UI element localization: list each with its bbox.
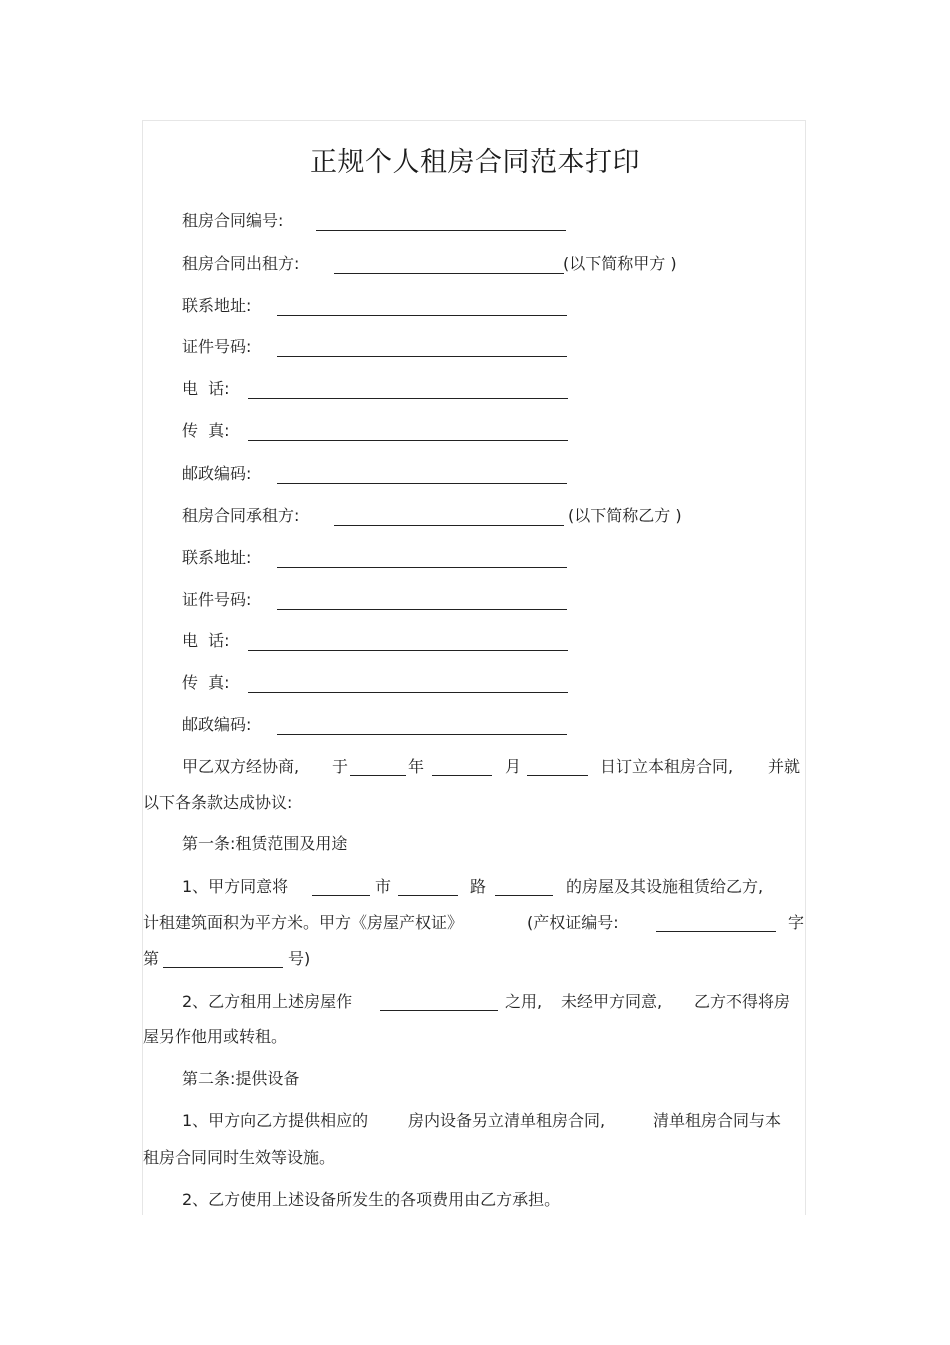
article1-heading: 第一条:租赁范围及用途 bbox=[182, 834, 348, 853]
year-blank bbox=[350, 775, 406, 776]
lessee-blank bbox=[334, 525, 564, 526]
article1-clause1-city: 市 bbox=[375, 877, 392, 896]
agreement-and: 并就 bbox=[768, 757, 801, 776]
contract-number-label: 租房合同编号: bbox=[182, 211, 284, 230]
article1-clause1-road: 路 bbox=[470, 877, 487, 896]
lessor-blank bbox=[334, 273, 564, 274]
month-blank bbox=[432, 775, 492, 776]
article1-clause2-d: 乙方不得将房 bbox=[694, 992, 791, 1011]
lessee-id-label: 证件号码: bbox=[182, 590, 252, 609]
article1-clause1-a: 1、甲方同意将 bbox=[182, 877, 289, 896]
page-frame bbox=[142, 120, 806, 1215]
lessee-fax-blank bbox=[248, 692, 568, 693]
article2-clause1-b: 房内设备另立清单租房合同, bbox=[408, 1111, 606, 1130]
agreement-yu: 于 bbox=[332, 757, 349, 776]
lessee-phone-label: 电 话: bbox=[182, 631, 230, 650]
document-title: 正规个人租房合同范本打印 bbox=[310, 147, 640, 178]
lessor-id-label: 证件号码: bbox=[182, 337, 252, 356]
article1-clause2-c: 未经甲方同意, bbox=[561, 992, 663, 1011]
road-blank bbox=[398, 895, 458, 896]
agreement-intro: 甲乙双方经协商, bbox=[182, 757, 300, 776]
lessee-note: (以下简称乙方 ) bbox=[568, 506, 682, 525]
certificate-number-blank bbox=[656, 931, 776, 932]
agreement-year: 年 bbox=[408, 757, 425, 776]
lessee-address-blank bbox=[277, 567, 567, 568]
article2-clause1-c: 清单租房合同与本 bbox=[653, 1111, 782, 1130]
article1-clause1-line2-b: (产权证编号: bbox=[527, 913, 619, 932]
lessee-fax-label: 传 真: bbox=[182, 673, 230, 692]
lessor-address-label: 联系地址: bbox=[182, 296, 252, 315]
lessor-fax-blank bbox=[248, 440, 568, 441]
usage-blank bbox=[380, 1010, 498, 1011]
article1-clause1-line3-a: 第 bbox=[143, 949, 160, 968]
article1-clause1-line2-c: 字 bbox=[788, 913, 805, 932]
lessee-address-label: 联系地址: bbox=[182, 548, 252, 567]
lessee-label: 租房合同承租方: bbox=[182, 506, 300, 525]
article2-clause1-line2: 租房合同同时生效等设施。 bbox=[143, 1148, 336, 1167]
lessor-phone-blank bbox=[248, 398, 568, 399]
lessor-note: (以下简称甲方 ) bbox=[563, 254, 677, 273]
article2-clause2: 2、乙方使用上述设备所发生的各项费用由乙方承担。 bbox=[182, 1190, 561, 1209]
article1-clause1-d: 的房屋及其设施租赁给乙方, bbox=[566, 877, 764, 896]
day-blank bbox=[527, 775, 588, 776]
agreement-day: 日订立本租房合同, bbox=[600, 757, 734, 776]
lessee-postcode-label: 邮政编码: bbox=[182, 715, 252, 734]
lessor-fax-label: 传 真: bbox=[182, 421, 230, 440]
lessor-postcode-blank bbox=[277, 483, 567, 484]
lessor-label: 租房合同出租方: bbox=[182, 254, 300, 273]
article2-heading: 第二条:提供设备 bbox=[182, 1069, 300, 1088]
lessor-phone-label: 电 话: bbox=[182, 379, 230, 398]
article1-clause2-b: 之用, bbox=[505, 992, 543, 1011]
contract-number-blank bbox=[316, 230, 566, 231]
lessee-phone-blank bbox=[248, 650, 568, 651]
number-blank bbox=[495, 895, 553, 896]
lessee-id-blank bbox=[277, 609, 567, 610]
article1-clause1-line2-a: 计租建筑面积为平方米。甲方《房屋产权证》 bbox=[143, 913, 464, 932]
lessee-postcode-blank bbox=[277, 734, 567, 735]
article2-clause1-a: 1、甲方向乙方提供相应的 bbox=[182, 1111, 369, 1130]
article1-clause1-line3-b: 号) bbox=[288, 949, 311, 968]
lessor-id-blank bbox=[277, 356, 567, 357]
article1-clause2-a: 2、乙方租用上述房屋作 bbox=[182, 992, 353, 1011]
lessor-address-blank bbox=[277, 315, 567, 316]
agreement-line2: 以下各条款达成协议: bbox=[143, 793, 293, 812]
city-blank bbox=[312, 895, 370, 896]
agreement-month: 月 bbox=[505, 757, 522, 776]
lessor-postcode-label: 邮政编码: bbox=[182, 464, 252, 483]
certificate-serial-blank bbox=[163, 967, 283, 968]
article1-clause2-line2: 屋另作他用或转租。 bbox=[143, 1027, 288, 1046]
